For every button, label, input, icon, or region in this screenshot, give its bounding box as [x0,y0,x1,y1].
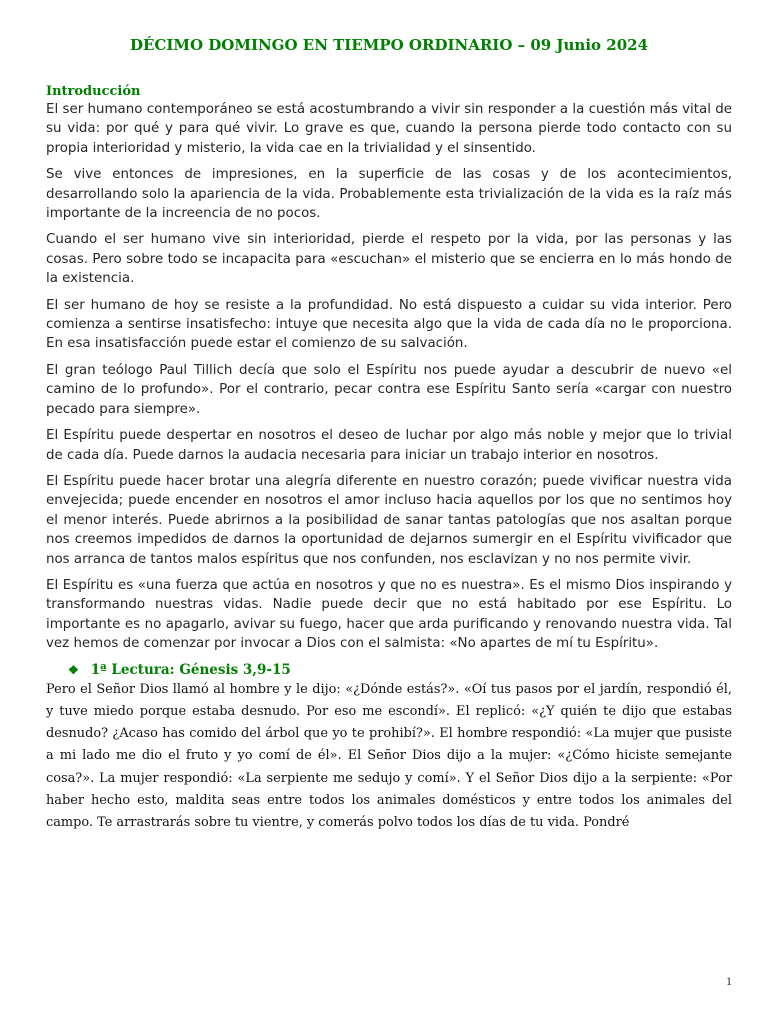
intro-paragraph-2: Se vive entonces de impresiones, en la superficie de las cosas y de los acontecimientos, desarrollando solo la apariencia de la vida. Probablemente esta trivialización de la vida es la raíz más importante de la increencia de no pocos. [46,167,732,222]
diamond-bullet-icon: ❖ [68,662,79,677]
intro-paragraph-7: El Espíritu puede hacer brotar una alegría diferente en nuestro corazón; puede vivificar nuestra vida envejecida; puede encender en nosotros el amor incluso hacia aquellos por los que no sentimos hoy el menor interés. Puede abrirnos a la posibilidad de sanar tantas patologías que nos asaltan porque nos creemos impedidos de darnos la oportunidad de dejarnos sumergir en el Espíritu vivificador que nos arranca de tantos malos espíritus que nos confunden, nos esclavizan y no nos permite vivir. [46,473,732,567]
intro-paragraph-1: El ser humano contemporáneo se está acostumbrando a vivir sin responder a la cuestión más vital de su vida: por qué y para qué vivir. Lo grave es que, cuando la persona pierde todo contacto con su propia interioridad y misterio, la vida cae en la trivialidad y el sinsentido. [46,102,732,156]
intro-heading: Introducción [46,84,141,99]
reading-text: Pero el Señor Dios llamó al hombre y le dijo: «¿Dónde estás?». «Oí tus pasos por el jardín, respondió él, y tuve miedo porque estaba desnudo. Por eso me escondí». El replicó: «¿Y quién te dijo que estabas desnudo? ¿Acaso has comido del árbol que yo te prohibí?». El hombre respondió: «La mujer que pusiste a mi lado me dio el fruto y yo comí de él». El Señor Dios dijo a la mujer: «¿Cómo hiciste semejante cosa?». La mujer respondió: «La serpiente me sedujo y comí». Y el Señor Dios dijo a la serpiente: «Por haber hecho esto, maldita seas entre todos los animales domésticos y entre todos los animales del campo. Te arrastrarás sobre tu vientre, y comerás polvo todos los días de tu vida. Pondré [46,681,732,831]
intro-paragraph-3: Cuando el ser humano vive sin interioridad, pierde el respeto por la vida, por las personas y las cosas. Pero sobre todo se incapacita para «escuchan» el misterio que se encierra en lo más hondo de la existencia. [46,232,732,287]
intro-paragraph-8: El Espíritu es «una fuerza que actúa en nosotros y que no es nuestra». Es el mismo Dios inspirando y transformando nuestras vidas. Nadie puede decir que no está habitado por ese Espíritu. Lo importante es no apagarlo, avivar su fuego, hacer que arda purificando y renovando nuestra vida. Tal vez hemos de comenzar por invocar a Dios con el salmista: «No apartes de mí tu Espíritu». [46,577,732,652]
document-title: DÉCIMO DOMINGO EN TIEMPO ORDINARIO – 09 Junio 2024 [129,36,649,54]
document-page [46,36,732,835]
page-number: 1 [726,974,732,988]
intro-paragraph-4: El ser humano de hoy se resiste a la profundidad. No está dispuesto a cuidar su vida interior. Pero comienza a sentirse insatisfecho: intuye que necesita algo que la vida de cada día no le proporciona. En esa insatisfacción puede estar el comienzo de su salvación. [46,297,732,352]
intro-paragraph-5: El gran teólogo Paul Tillich decía que solo el Espíritu nos puede ayudar a descubrir de nuevo «el camino de lo profundo». Por el contrario, pecar contra ese Espíritu Santo sería «cargar con nuestro pecado para siempre». [46,362,732,417]
intro-paragraph-6: El Espíritu puede despertar en nosotros el deseo de luchar por algo más noble y mejor que lo trivial de cada día. Puede darnos la audacia necesaria para iniciar un trabajo interior en nosotros. [46,428,732,463]
reading-heading-label: 1ª Lectura: Génesis 3,9-15 [90,661,291,678]
reading-heading [68,661,732,679]
